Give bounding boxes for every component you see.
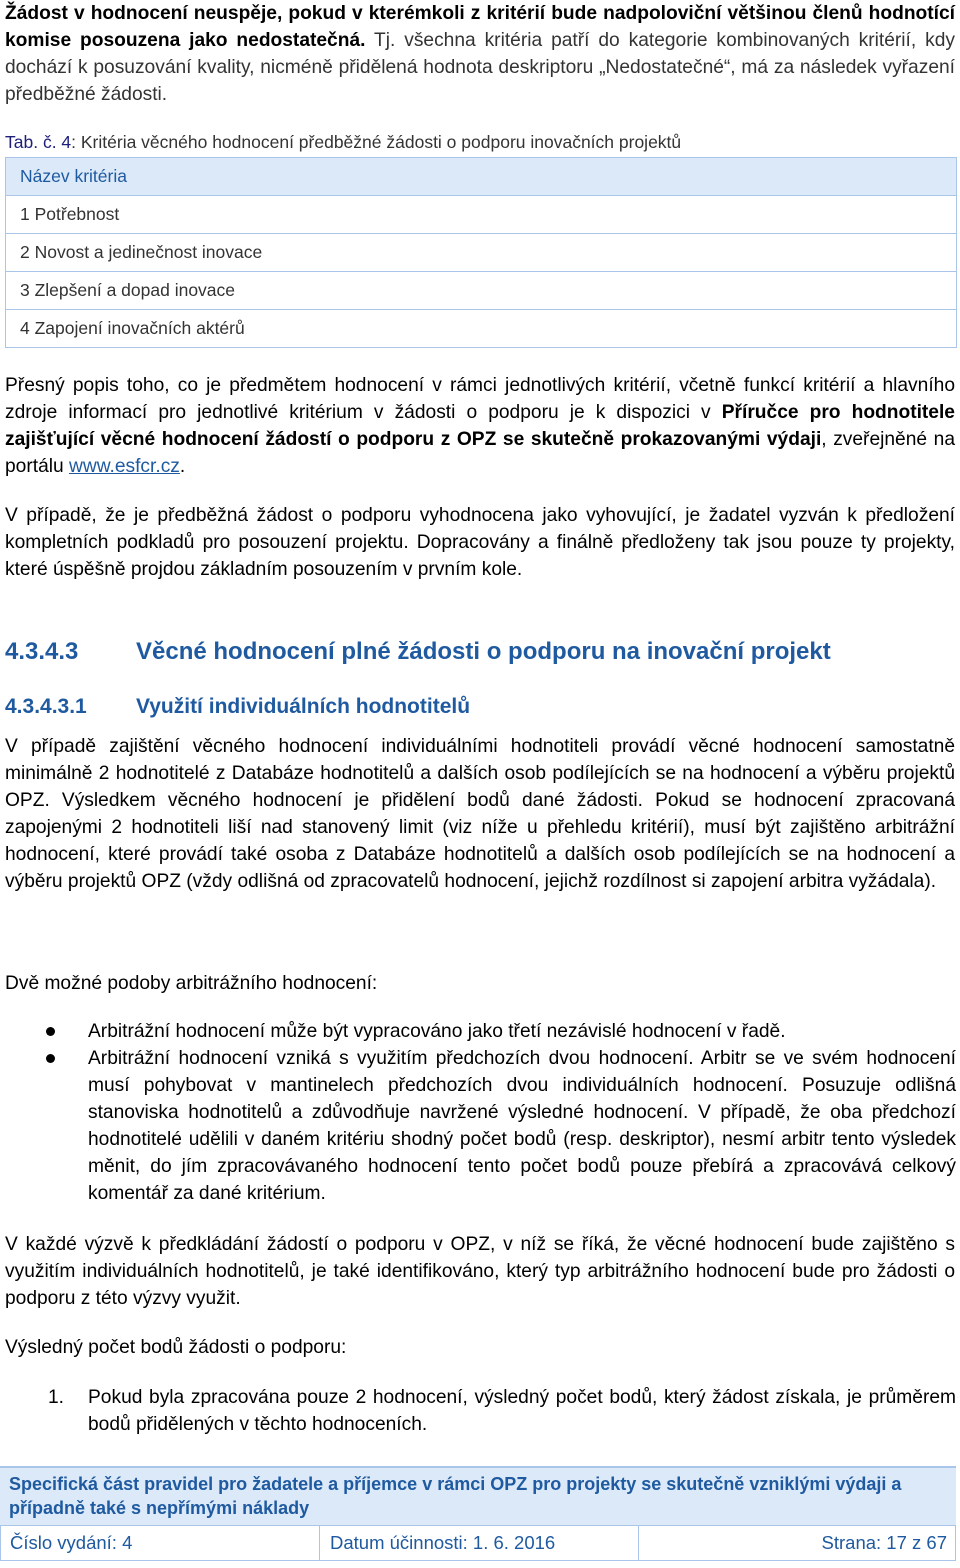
list-item: Arbitrážní hodnocení vzniká s využitím předchozích dvou hodnocení. Arbitr se ve svém hodnocení musí pohybovat v mantinelech předchozích dvou individuálních hodnocení. Posuzuje odlišná stanoviska hodnotitelů a zdůvodňuje navržené výsledné hodnocení. V případě, že oba předchozí hodnotitelé udělili v daném kritériu shodný počet bodů (resp. deskriptor), nesmí arbitr tento výsledek měnit, do jím zpracovávaného hodnocení tento počet bodů pouze přebírá a zpracovává celkový komentář za dané kritérium.: [88, 1048, 956, 1204]
subsection-heading: [5, 693, 470, 721]
list-item: Arbitrážní hodnocení může být vypracováno jako třetí nezávislé hodnocení v řadě.: [88, 1021, 786, 1042]
footer-title-box: [0, 1466, 956, 1525]
ordered-list-number: 1.: [48, 1387, 65, 1408]
individual-paragraph: V případě zajištění věcného hodnocení individuálními hodnotiteli provádí věcné hodnocení samostatně minimálně 2 hodnotitelé z Databáze hodnotitelů a dalších osob podílejících se na hodnocení a výběru projektů OPZ. Výsledkem věcného hodnocení je přidělení bodů dané žádosti. Pokud se hodnocení zpracovaná zapojenými 2 hodnotiteli liší nad stanovený limit (viz níže u přehledu kritérií), musí být zajištěno arbitrážní hodnocení, které provádí také osoba z Databáze hodnotitelů a dalších osob podílejících se na hodnocení a výběru projektů OPZ (vždy odlišná od zpracovatelů hodnocení, jejichž rozdílnost si zapojení arbitra vyžádala).: [5, 736, 955, 892]
footer-divider: [638, 1526, 639, 1560]
intro-bold: Žádost v hodnocení neuspěje, pokud v kterémkoli z kritérií bude nadpoloviční většinou členů hodnotící komise posouzena jako nedostatečná.: [5, 3, 955, 51]
table-cell: 3 Zlepšení a dopad inovace: [6, 272, 957, 310]
handbook-title: Příručce pro hodnotitele zajišťující věcné hodnocení žádostí o podporu z OPZ se skutečně prokazovanými výdaji: [5, 402, 955, 450]
caption-text: : Kritéria věcného hodnocení předběžné žádosti o podporu inovačních projektů: [71, 132, 682, 152]
subsection-number: 4.3.4.3.1: [5, 695, 87, 718]
section-title: Věcné hodnocení plné žádosti o podporu na inovační projekt: [136, 638, 831, 665]
table-header-cell: Název kritéria: [6, 158, 957, 196]
table-row: [6, 272, 957, 310]
prelim-paragraph: V případě, že je předběžná žádost o podporu vyhodnocena jako vyhovující, je žadatel vyzván k předložení kompletních podkladů pro posouzení projektu. Dopracovány a finálně předloženy tak jsou pouze ty projekty, které úspěšně projdou základním posouzením v prvním kole.: [5, 505, 955, 580]
intro-paragraph: [5, 0, 955, 108]
bullet-icon: [46, 1027, 55, 1036]
table-header-row: [6, 158, 957, 196]
table-cell: 4 Zapojení inovačních aktérů: [6, 310, 957, 348]
subsection-title: Využití individuálních hodnotitelů: [136, 695, 471, 718]
two-forms-paragraph: Dvě možné podoby arbitrážního hodnocení:: [5, 973, 378, 994]
footer-title: Specifická část pravidel pro žadatele a příjemce v rámci OPZ pro projekty se skutečně vzniklými výdaji a případně také s nepřímými náklady: [9, 1474, 902, 1518]
description-text: Přesný popis toho, co je předmětem hodnocení v rámci jednotlivých kritérií, včetně funkcí kritérií a hlavního zdroje informací pro jednotlivé kritérium v žádosti o podporu je k dispozici v: [5, 375, 955, 423]
section-number: 4.3.4.3: [5, 638, 79, 665]
footer-page-number: Strana: 17 z 67: [821, 1532, 947, 1553]
table-cell: 1 Potřebnost: [6, 196, 957, 234]
footer-effective-date: Datum účinnosti: 1. 6. 2016: [330, 1532, 556, 1553]
ordered-list-item: Pokud byla zpracována pouze 2 hodnocení, výsledný počet bodů, který žádost získala, je průměrem bodů přidělených v těchto hodnoceních.: [88, 1387, 956, 1435]
call-paragraph: V každé výzvě k předkládání žádostí o podporu v OPZ, v níž se říká, že věcné hodnocení bude zajištěno s využitím individuálních hodnotitelů, je také identifikováno, který typ arbitrážního hodnocení bude pro žádosti o podporu z této výzvy využit.: [5, 1234, 955, 1309]
table-row: [6, 234, 957, 272]
intro-rest: Tj. všechna kritéria patří do kategorie kombinovaných kritérií, kdy dochází k posuzování kvality, nicméně přidělená hodnota deskriptoru „Nedostatečné“, má za následek vyřazení předběžné žádosti.: [5, 30, 955, 105]
caption-prefix: Tab. č. 4: [5, 132, 72, 152]
section-heading: [5, 637, 831, 667]
result-paragraph: Výsledný počet bodů žádosti o podporu:: [5, 1337, 347, 1358]
description-text-2: , zveřejněné na portálu: [5, 429, 955, 477]
footer-divider: [319, 1526, 320, 1560]
esfcr-link[interactable]: www.esfcr.cz: [69, 456, 180, 477]
table-cell: 2 Novost a jedinečnost inovace: [6, 234, 957, 272]
description-paragraph: [5, 372, 955, 480]
footer-issue: Číslo vydání: 4: [10, 1532, 133, 1553]
footer-info-bar: [0, 1525, 956, 1561]
bullet-icon: [46, 1054, 55, 1063]
table-row: [6, 196, 957, 234]
table-caption: [5, 131, 681, 153]
description-end: .: [179, 456, 186, 477]
criteria-table: [5, 157, 957, 348]
table-row: [6, 310, 957, 348]
